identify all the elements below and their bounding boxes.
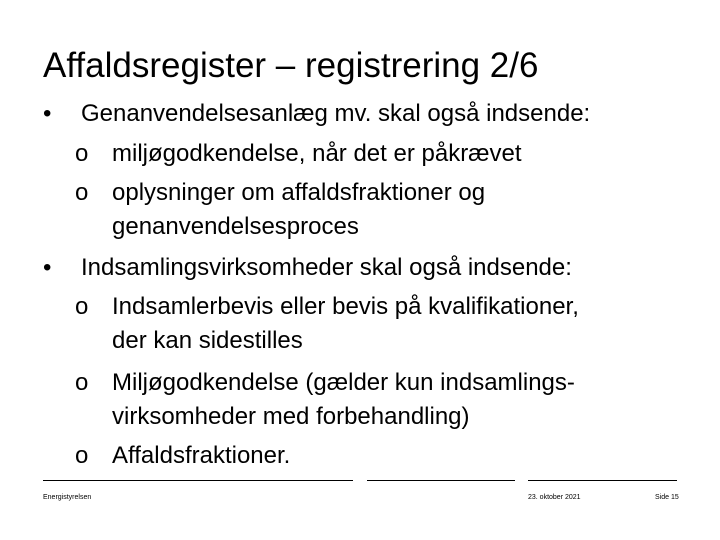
- sub-marker: o: [75, 179, 89, 206]
- sub-marker: o: [75, 369, 89, 396]
- bullet-marker: •: [43, 254, 52, 281]
- sub-item-text: Affaldsfraktioner.: [112, 442, 291, 469]
- sub-item-text: Miljøgodkendelse (gælder kun indsamlings-: [112, 369, 575, 396]
- sub-item-text: der kan sidestilles: [112, 327, 303, 354]
- footer-organization: Energistyrelsen: [43, 494, 92, 501]
- sub-item-text: Indsamlerbevis eller bevis på kvalifikationer,: [112, 293, 579, 320]
- sub-marker: o: [75, 293, 89, 320]
- footer-rule-middle: [367, 480, 515, 481]
- footer-rule-right: [528, 480, 677, 481]
- sub-marker: o: [75, 442, 89, 469]
- footer-page-number: Side 15: [655, 494, 679, 501]
- bullet-text: Indsamlingsvirksomheder skal også indsende:: [81, 254, 572, 281]
- sub-marker: o: [75, 140, 89, 167]
- sub-item-text: miljøgodkendelse, når det er påkrævet: [112, 140, 522, 167]
- bullet-text: Genanvendelsesanlæg mv. skal også indsende:: [81, 100, 591, 127]
- footer-date: 23. oktober 2021: [528, 494, 581, 501]
- sub-item-text: genanvendelsesproces: [112, 213, 359, 240]
- sub-item-text: virksomheder med forbehandling): [112, 403, 470, 430]
- bullet-marker: •: [43, 100, 52, 127]
- footer-rule-left: [43, 480, 353, 481]
- sub-item-text: oplysninger om affaldsfraktioner og: [112, 179, 486, 206]
- slide-title: Affaldsregister – registrering 2/6: [43, 46, 539, 85]
